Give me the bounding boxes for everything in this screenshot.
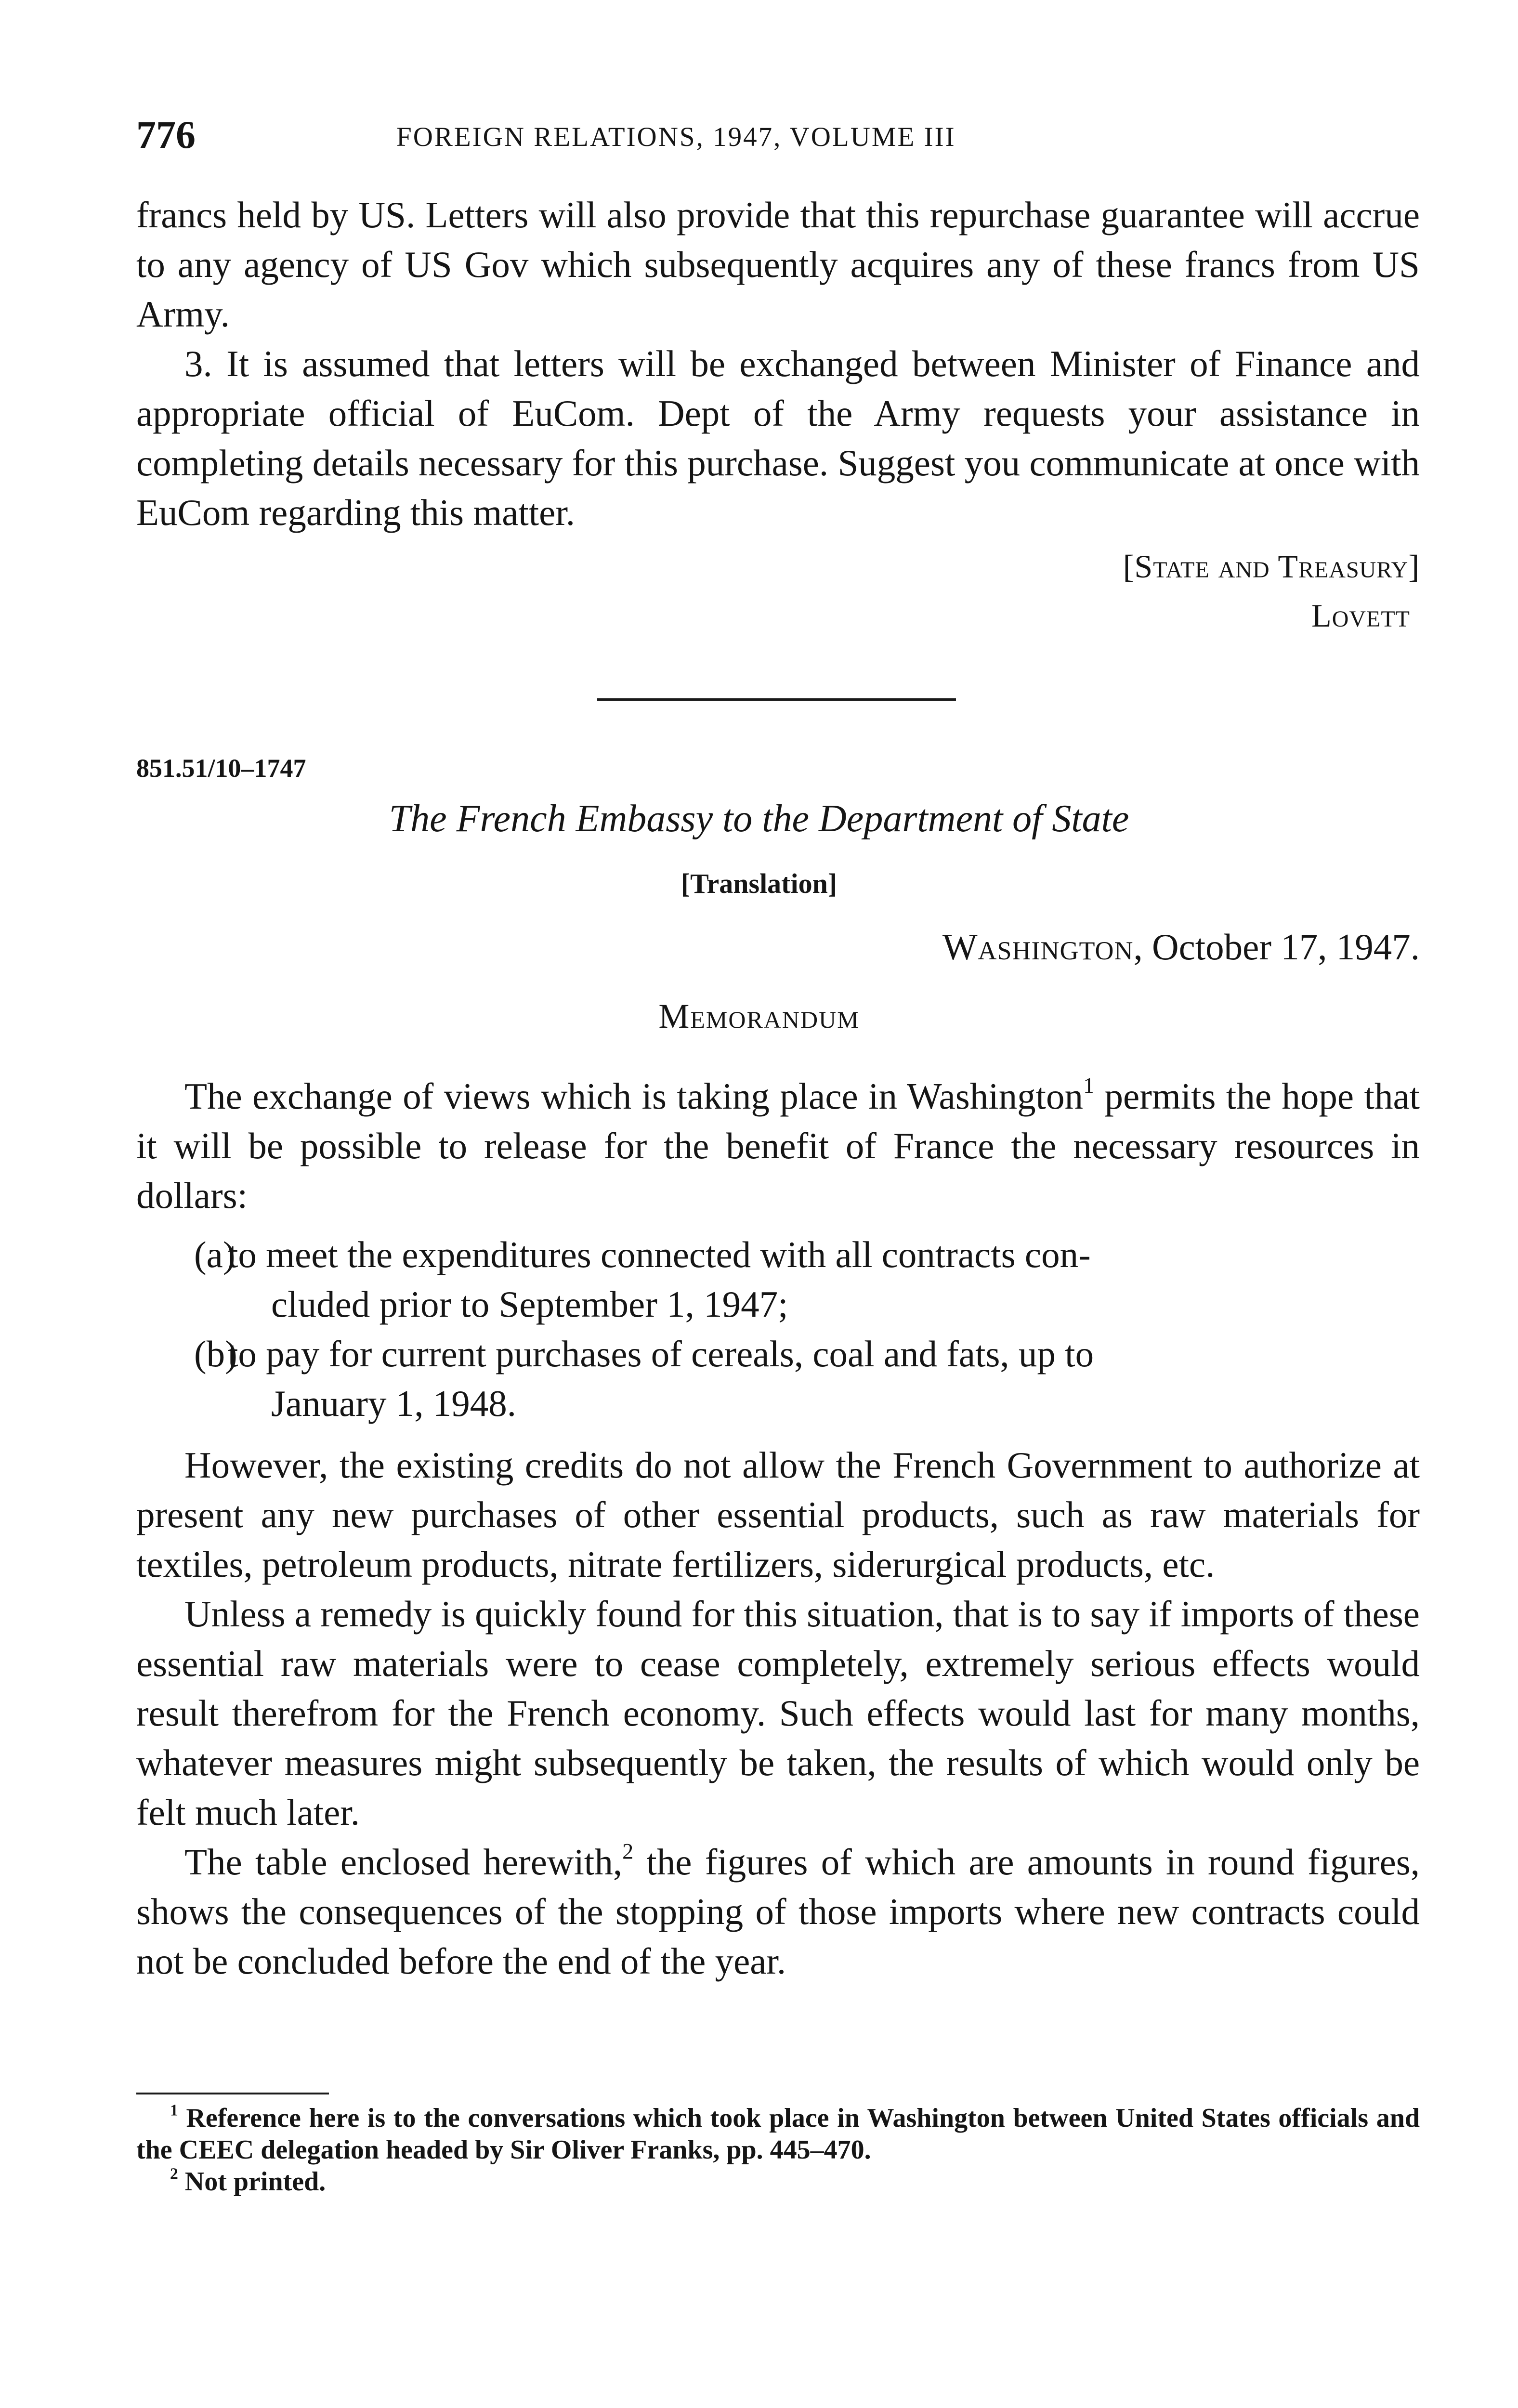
footnotes [136,2102,1420,2198]
paragraph: However, the existing credits do not allow the French Government to authorize at present any new purchases of other essential products, such as raw materials for textiles, petroleum products, nitrate fertilizers, siderurgical products, etc. [136,1444,1420,1585]
date: , October 17, 1947. [1133,926,1420,968]
section-divider [597,698,956,701]
footnote: $^2$ Not printed. [170,2165,326,2197]
paragraph: francs held by US. Letters will also provide that this repurchase guarantee will accrue to any agency of US Gov which subsequently acquires any of these francs from US Army. [136,194,1420,335]
footnote-ref: 1 [1083,1073,1095,1098]
signature-block [136,542,1420,640]
signature-attribution: [State and Treasury] [1123,548,1420,585]
paragraph: Unless a remedy is quickly found for this situation, that is to say if imports of these essential raw materials were to cease completely, extremely serious effects would result therefrom for the French economy. Such effects would last for many months, whatever measures might subsequently be taken, the results of which would only be felt much later. [136,1593,1420,1833]
footnote-mark: 2 [170,2165,178,2183]
list-item [136,1230,1420,1329]
paragraph: The exchange of views which is taking place in Washington$^1$ permits the hope that it will be possible to release for the benefit of France the necessary resources in dollars: [136,1073,1420,1216]
paragraph: 3. It is assumed that letters will be exchanged between Minister of Finance and appropriate official of EuCom. Dept of the Army requests your assistance in completing details necessary for this purchase. Suggest you communicate at once with EuCom regarding this matter. [136,343,1420,533]
list-item-text: January 1, 1948. [271,1383,516,1424]
page-header [136,111,1420,164]
running-head: FOREIGN RELATIONS, 1947, VOLUME III [396,122,956,152]
continued-telegram-text [136,190,1420,537]
list-item [136,1329,1420,1428]
item-list [136,1230,1420,1428]
list-marker: (a) [194,1234,236,1275]
footnote-divider [136,2093,329,2094]
list-item-text: cluded prior to September 1, 1947; [271,1283,788,1325]
list-item-text: to pay for current purchases of cereals, coal and fats, up to [228,1333,1094,1374]
memorandum-body [136,1072,1420,1986]
place-and-date [136,922,1420,972]
paragraph: The table enclosed herewith,$^2$ the figures of which are amounts in round figures, shows the consequences of the stopping of those imports where new contracts could not be concluded before the end of the year. [136,1839,1420,1982]
footnote: $^1$ Reference here is to the conversations which took place in Washington between United States officials and the CEEC delegation headed by Sir Oliver Franks, pp. 445–470. [136,2101,1420,2165]
footnote-mark: 1 [170,2101,178,2120]
memorandum-heading: Memorandum [658,997,860,1035]
footnote-ref: 2 [622,1839,634,1864]
page-number: 776 [136,113,196,157]
list-item-text: to meet the expenditures connected with all contracts con- [228,1234,1091,1275]
file-number: 851.51/10–1747 [136,754,306,783]
place: Washington [942,926,1134,968]
document-title: The French Embassy to the Department of State [389,798,1129,840]
list-marker: (b) [194,1333,237,1374]
signature-name: Lovett [1311,597,1410,634]
translation-note: [Translation] [680,868,838,899]
